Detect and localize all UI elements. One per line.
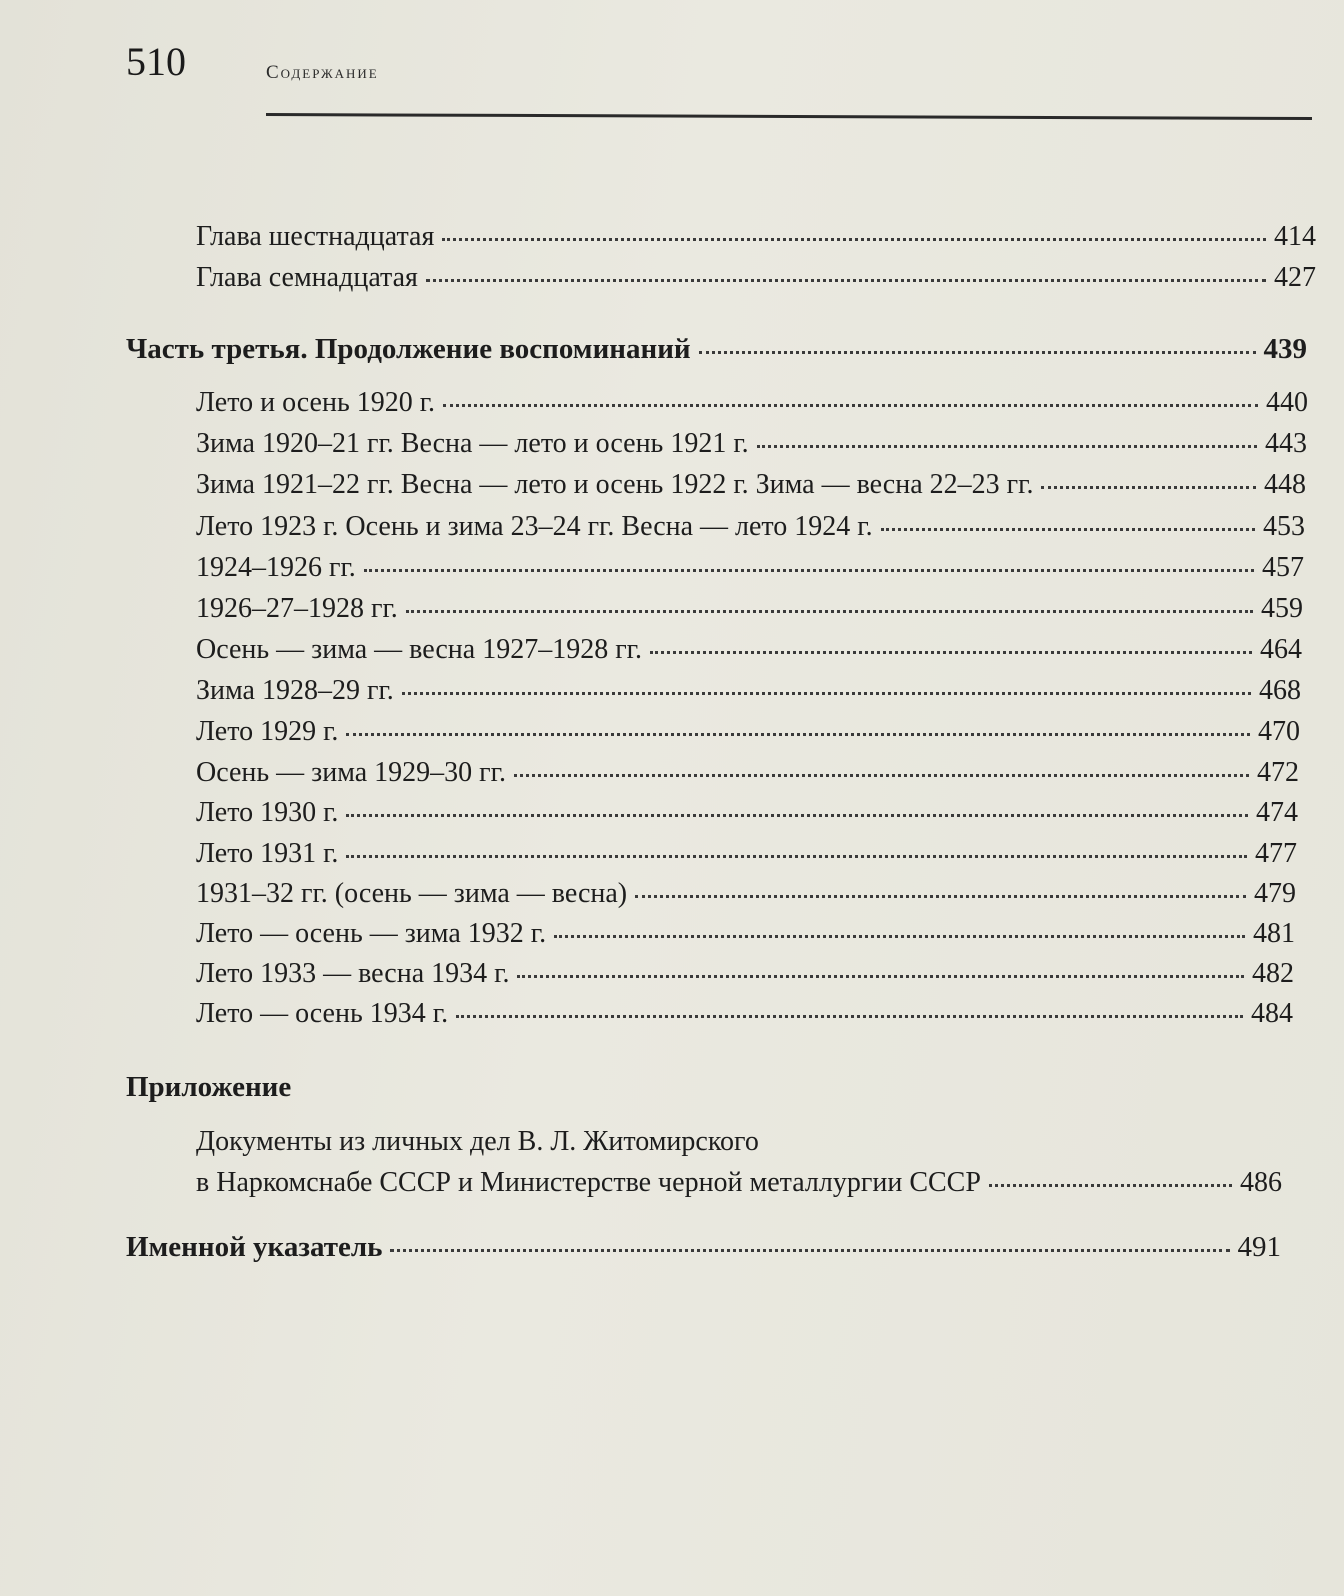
dot-leader <box>442 238 1266 241</box>
toc-entry-title: Осень — зима 1929–30 гг. <box>196 757 506 788</box>
toc-entry-title: Зима 1928–29 гг. <box>196 675 394 706</box>
dot-leader <box>346 733 1250 736</box>
toc-entry-page: 448 <box>1264 469 1306 500</box>
toc-entry <box>196 837 1297 871</box>
index-page: 491 <box>1237 1231 1281 1263</box>
toc-entry <box>196 877 1296 911</box>
toc-entry-title: 1924–1926 гг. <box>196 552 356 583</box>
dot-leader <box>364 569 1254 572</box>
toc-entry-page: 481 <box>1253 918 1295 949</box>
dot-leader <box>699 351 1256 354</box>
toc-entry-title: Лето 1923 г. Осень и зима 23–24 гг. Весна — лето 1924 г. <box>196 511 873 542</box>
appendix-entry-line1: Документы из личных дел В. Л. Житомирского <box>196 1126 759 1157</box>
toc-entry-title: Лето и осень 1920 г. <box>196 387 436 418</box>
toc-entry-page: 453 <box>1263 511 1305 542</box>
dot-leader <box>517 975 1244 978</box>
toc-entry <box>196 510 1305 544</box>
dot-leader <box>406 610 1253 613</box>
toc-entry-title: Зима 1921–22 гг. Весна — лето и осень 1922 г. Зима — весна 22–23 гг. <box>196 469 1034 500</box>
dot-leader <box>426 279 1266 282</box>
toc-entry-title: Лето 1933 — весна 1934 г. <box>196 958 510 989</box>
toc-entry <box>196 427 1307 461</box>
part-title: Часть третья. Продолжение воспоминаний <box>126 333 691 365</box>
dot-leader <box>635 895 1246 898</box>
toc-entry <box>196 592 1303 626</box>
toc-part-heading <box>126 332 1307 367</box>
toc-entry-page: 470 <box>1258 716 1300 747</box>
dot-leader <box>346 814 1248 817</box>
toc-entry-page: 459 <box>1261 593 1303 624</box>
appendix-entry-page: 486 <box>1240 1167 1282 1198</box>
toc-entry <box>196 551 1304 585</box>
toc-entry-page: 440 <box>1266 387 1308 418</box>
dot-leader <box>554 935 1245 938</box>
toc-entry <box>196 220 1316 254</box>
toc-entry <box>196 468 1306 502</box>
toc-entry-page: 457 <box>1262 552 1304 583</box>
dot-leader <box>650 651 1252 654</box>
appendix-entry <box>196 1166 1282 1200</box>
toc-entry <box>196 796 1298 830</box>
toc-entry <box>196 715 1300 749</box>
toc-entry <box>196 917 1295 951</box>
toc-entry-page: 427 <box>1274 262 1316 293</box>
dot-leader <box>402 692 1251 695</box>
toc-entry <box>196 997 1293 1031</box>
toc-entry <box>196 957 1294 991</box>
toc-entry <box>196 756 1299 790</box>
toc-entry-title: Лето — осень 1934 г. <box>196 998 449 1029</box>
dot-leader <box>346 855 1247 858</box>
dot-leader <box>881 528 1255 531</box>
toc-entry-page: 468 <box>1259 675 1301 706</box>
dot-leader <box>757 445 1257 448</box>
page-number: 510 <box>126 39 186 84</box>
toc-entry <box>196 674 1301 708</box>
dot-leader <box>989 1184 1232 1187</box>
toc-entry-page: 414 <box>1274 221 1316 252</box>
toc-entry-page: 479 <box>1254 878 1296 909</box>
toc-entry-page: 472 <box>1257 757 1299 788</box>
appendix-heading: Приложение <box>126 1071 292 1103</box>
toc-entry-title: Осень — зима — весна 1927–1928 гг. <box>196 634 643 665</box>
toc-entry <box>196 261 1316 295</box>
toc-entry-title: 1926–27–1928 гг. <box>196 593 398 624</box>
dot-leader <box>1041 486 1256 489</box>
dot-leader <box>514 774 1249 777</box>
toc-entry-page: 464 <box>1260 634 1302 665</box>
toc-entry-title: Лето — осень — зима 1932 г. <box>196 918 547 949</box>
toc-entry-title: Зима 1920–21 гг. Весна — лето и осень 1921 г. <box>196 428 749 459</box>
toc-entry-page: 443 <box>1265 428 1307 459</box>
dot-leader <box>390 1249 1229 1252</box>
dot-leader <box>456 1015 1243 1018</box>
index-title: Именной указатель <box>126 1231 383 1263</box>
toc-entry-title: Глава шестнадцатая <box>196 221 435 252</box>
toc-entry-title: Глава семнадцатая <box>196 262 418 293</box>
toc-entry-page: 484 <box>1251 998 1293 1029</box>
toc-entry <box>196 386 1308 420</box>
appendix-entry-line2: в Наркомснабе СССР и Министерстве черной металлургии СССР <box>196 1167 981 1198</box>
toc-entry-page: 477 <box>1255 838 1297 869</box>
toc-entry-title: 1931–32 гг. (осень — зима — весна) <box>196 878 628 909</box>
toc-entry-title: Лето 1931 г. <box>196 838 339 869</box>
dot-leader <box>443 404 1258 407</box>
toc-entry-title: Лето 1929 г. <box>196 716 339 747</box>
running-head: Содержание <box>266 62 379 83</box>
part-page: 439 <box>1263 333 1307 365</box>
toc-entry-page: 474 <box>1256 797 1298 828</box>
header-rule <box>266 113 1312 120</box>
index-entry <box>126 1230 1281 1265</box>
toc-entry <box>196 633 1302 667</box>
toc-entry-page: 482 <box>1252 958 1294 989</box>
toc-entry-title: Лето 1930 г. <box>196 797 339 828</box>
